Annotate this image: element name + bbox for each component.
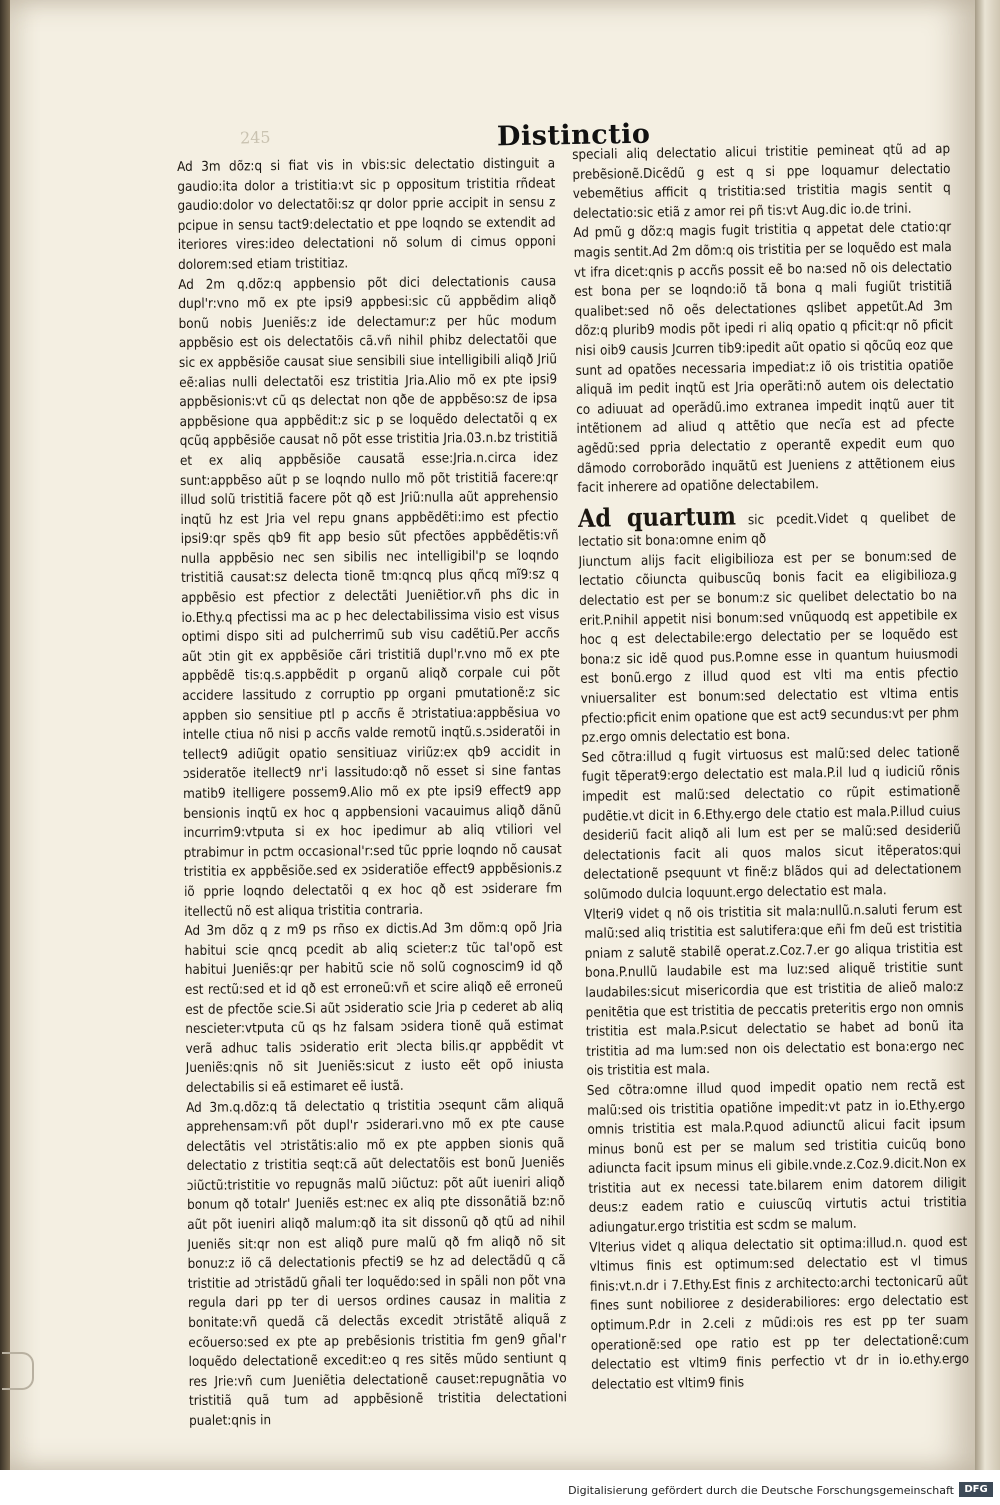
paragraph: Ad 2m q.dõz:q appbensio põt dici delectationis causa dupl'r:vno mõ ex pte ipsi9 appbesi:sic cũ appbẽdim aliqð bonũ nobis Jueniẽs:z ide delectamur:z per hũc modum appbẽsio est ois delectatõis cã.vñ nihil phibz delectatõi que sic ex appbẽsiõe causat siue sensibili siue intelligibili aliqð Jriũ eẽ:alias nulli delectatõi esz tristitia Jria.Alio mõ ex pte ipsi9 appbẽsionis:vt cũ qs delectat non qðe de appbẽso:sz de ipsa appbẽsione qua appbẽdit:z sic p se loquẽdo delectatõi q ex qcũq appbẽsiõe causat nõ põt esse tristitia Jria.03.n.bz tristitiã et ex aliq appbẽsiõe causatã esse:Jria.n.circa idez sunt:appbẽso aũt p se loqndo nullo mõ põt tristitiã facere:qr illud solũ tristitiã facere põt qð est Jriũ:nulla aũt apprehensio inqtũ hz est Jria vel repu gnans appbẽdẽti:imo est pfectio ipsi9:qr spẽs qb9 fit app besio sũt pfectões appbẽdẽtis:vñ nulla appbẽsio nec sen sibilis nec intelligibil'p se loqndo tristitiã causat:sz delecta tionẽ tm:qncq plus qñcq mĩ9:sz q appbẽsio est pfectior z delectãti Jueniẽtior.vñ phs dic in io.Ethy.q pfectissi ma ac p hec delectabilissima visio est visus optimi dispo siti ad pulcherrimũ sub visu cadẽtiũ.Per accñs aũt ɔtin git ex appbẽsiõe cãri tristitiã dupl'r.vno mõ ex pte appbẽdẽ tis:q.s.appbẽdit p organũ aliqð corpale cui põt accidere lassitudo z corruptio pp organi pmutationẽ:z sic appben sio sensitiue ptl p accñs ẽ ɔtristatiua:appbẽsiua vo intelle ctiua nõ nisi p accñs valde remotũ inqtũ.s.ɔsideratõi in tellect9 adiũgit opatio sensitiuaz viriũz:ex qb9 accidit in ɔsideratõe itellect9 nr'i lassitudo:qð nõ esset si sine fantas matib9 itelligere possem9.Alio mõ ex pte ipsi9 effect9 app bensionis inqtũ ex hoc q appbensioni vacauimus aliqð dãnũ incurrim9:vtputa si ex hoc ipedimur ab aliq vtiliori vel ptrabimur in pctm occasional'r:sed tũc pprie loqndo nõ causat tristitia ex appbẽsiõe.sed ex ɔsideratiõe effect9 appbẽsionis.z iõ pprie loqndo delectatõi q ex hoc qð est ɔsiderare fm itellectũ nõ est aliqua tristitia contraria. bbox=[178, 273, 563, 920]
paragraph: speciali aliq delectatio alicui tristitie pemineat qtũ ad ap prebẽsionẽ.Dicẽdũ g est q si ppe loquamur delectatio vebemẽtius afficit q tristitia:sed tristitia magis sentit q delectatio:sic etiã z amor rei pñ tis:vt Aug.dic io.de trini. bbox=[572, 142, 951, 222]
digitization-footer bbox=[0, 1470, 1000, 1505]
paragraph: Ad pmũ g dõz:q magis fugit tristitia q appetat dele ctatio:qr magis sentit.Ad 2m dõm:q ois tristitia per se loquẽdo est mala vt ifra dicet:qnis p accñs possit eẽ bo na:sed nõ ois delectatio est bona per se loqndo:iõ tã bona q mali fugiũt tristitiã qualibet:sed nõ oẽs delectationes qslibet appetũt.Ad 3m dõz:q plurib9 modis põt ipedi ri aliq opatio q pficit:qr nõ pficit nisi oib9 causis Jcurren tib9:ipedit aũt opatio si qõcũq eoz que sunt ad opatões necessaria impediat:z iõ ois tristitia opatiõe aliquã im pedit inqtũ est Jria operãti:nõ autem ois delectatio co adiuuat ad operãdũ.imo extranea impedit inqtũ auer tit intẽtionem ad aliud q attẽtio que necĩa est ad pfecte agẽdũ:sed ppria delectatio z operantẽ expedit eum quo dãmodo corroborãdo inquãtũ est Jueniens z attẽtionem eius facit inherere ad opatiõne delectabilem. bbox=[573, 220, 956, 497]
paragraph: Ad 3m dõz q z m9 ps rñso ex dictis.Ad 3m dõm:q opõ Jria habitui scie qncq pcedit ab aliq scieter:z tũc tal'opõ est habitui Jueniẽs:qr per habitũ scie nõ solũ cognoscim9 id qð est rectũ:sed et id qð est erroneũ:vñ et scire aliqð eẽ erroneũ est de pfectõe scie.Si aũt ɔsideratio scie Jria p cederet ab aliq nescieter:vtputa cũ qs hz falsam ɔsidera tionẽ quã estimat verã adhuc talis ɔsideratio erit ɔlecta bilis.qr appbẽdit vt Jueniẽs:qnis nõ sit Jueniẽs:sicut z iusto eẽt opõ iniusta delectabilis si eã estimaret eẽ iustã. bbox=[184, 920, 564, 1096]
section-heading-line bbox=[578, 499, 957, 553]
funding-notice: Digitalisierung gefördert durch die Deutsche Forschungsgemeinschaft bbox=[568, 1484, 954, 1497]
section-heading: Ad quartum bbox=[577, 501, 737, 533]
left-text-column bbox=[177, 154, 567, 1431]
paragraph: Sed cõtra:omne illud quod impedit opatio nem rectã est malũ:sed ois tristitia opatiõne impedit:vt patz in io.Ethy.ergo omnis tristitia est mala.P.quod adiunctũ alicui facit ipsum minus bonũ est per se malum sed tristitia cuicũq bono adiuncta facit ipsum minus eli gibile.vnde.z.Coz.9.dicit.Non ex tristitia aut ex necessi tate.bilarem enim datorem diligit deus:z eadem ratio e cuiuscũq virtutis actui tristitia adiungatur.ergo tristitia est scdm se malum. bbox=[586, 1077, 967, 1236]
binding-clip bbox=[2, 1352, 34, 1390]
paragraph: Sed cõtra:illud q fugit virtuosus est malũ:sed delec tationẽ fugit tẽperat9:ergo delectatio est mala.P.il lud q iudiciũ rõnis impedit est malũ:sed delectatio co rũpit estimationẽ pudẽtie.vt dicit in 6.Ethy.ergo dele ctatio est mala.P.illud cuius desideriũ facit aliqð ali lum est per se malũ:sed desideriũ delectationis facit ali quos malos sicut itẽperatos:qui delectationẽ psequunt vt finẽ:z blãdos qui ad delectationem solũmodo dulcia loquunt.ergo delectatio est mala. bbox=[581, 744, 962, 903]
paragraph: Vlteri9 videt q nõ ois tristitia sit mala:nullũ.n.saluti ferum est malũ:sed aliq tristitia est salutifera:que eñi fm deũ est tristitia pniam z salutẽ stabilẽ operat.z.Coz.7.er go aliqua tristitia est bona.P.nullũ laudabile est ma luz:sed aliquẽ tristitie sunt laudabiles:sicut misericordia que est tristitia de alieõ malo:z penitẽtia que est tristitia de peccatis preteritis ergo non omnis tristitia est mala.P.sicut delectatio se habet ad bonũ ita tristitia ad ma lum:sed non ois delectatio est bona:ergo nec ois tristitia est mala. bbox=[583, 901, 965, 1080]
paragraph: Vlterius videt q aliqua delectatio sit optima:illud.n. quod est vltimus finis est optimum:sed delectatio est vl timus finis:vt.n.dr i 7.Ethy.Est finis z architecto:archi tectonicarũ aũt fines sunt nobilioree z desiderabiliores: ergo delectatio est optimum.P.dr in 2.celi z mũdi:ois res est pp ter suam operationẽ:sed ope ratio est pp ter delectationẽ:cum delectatio est vltim9 finis perfectio vt dr in io.ethy.ergo delectatio est vltim9 finis bbox=[589, 1234, 970, 1393]
section-heading-tail: sic pcedit.Videt q quelibet de lectatio sit bona:omne enim qð bbox=[578, 509, 956, 551]
paragraph: Jiunctum alijs facit eligibilioza est per se bonum:sed de lectatio cõiuncta quibuscũq bonis facit ea eligibilioza.g delectatio est per se bonum:z sic quelibet delectatio bo na erit.P.nihil appetit nisi bonum:sed vnũquodq est appetibile ex hoc q est delectabile:ergo delectatio per se loquẽdo est bona:z sic idẽ quod pus.P.omne esse in quantum huiusmodi est bonũ.ergo z illud quod est vlti ma entis pfectio vniuersaliter est bonum:sed delectatio est vltima entis pfectio:pficit enim opatione que est act9 secundus:vt per phm pz.ergo omnis delectatio est bona. bbox=[578, 548, 960, 747]
page-stack-edge bbox=[975, 0, 1000, 1470]
pencil-folio-mark: 245 bbox=[239, 127, 271, 148]
running-head: Distinctio bbox=[496, 118, 651, 153]
paragraph: Ad 3m dõz:q si fiat vis in vbis:sic delectatio distinguit a gaudio:ita dolor a tristitia:vt sic p oppositum tristitia rñdeat gaudio:dolor vo delectatõi:sz qr dolor pprie accipit in sensu z pcipue in sensu tact9:delectatio et ppe loqndo se extendit ad iteriores vires:ideo delectationi nõ solum di cimus opponi dolorem:sed etiam tristitiaz. bbox=[177, 156, 556, 273]
paragraph: Ad 3m.q.dõz:q tã delectatio q tristitia ɔsequnt cãm aliquã apprehensam:vñ põt dupl'r ɔsiderari.vno mõ ex pte cause delectãtis vel ɔtristãtis:alio mõ ex pte appben sionis quã delectatio z tristitia seqt:cã aũt delectatõis est bonũ Jueniẽs ɔiũctũ:tristitie vo repugnãs malũ ɔiũctuz: põt aũt iueniri aliqð bonum qð totalr' Jueniẽs est:nec ex aliq pte dissonãtiã bz:nõ aũt põt iueniri aliqð malum:qð ita sit dissonũ qð qtũ ad nihil Jueniẽs sit:qr non est aliqð pure malũ qð fm aliqð nõ sit bonuz:z iõ cã delectationis pfecti9 se hz ad delectãdũ q cã tristitie ad ɔtristãdũ gñali ter loquẽdo:sed in spãli non põt vna regula dari pp ter di uersos ordines causaz in malitia z bonitate:vñ quedã cã delectãs excedit ɔtristãtẽ aliquã z ecõuerso:sed ex pte ap prebẽsionis tristitia fm gen9 gñal'r loquẽdo delectationẽ excedit:eo q res sitẽs mũdo sentiunt q res Jrie:vñ cum Jueniẽtia delectationẽ causet:repugnãtia vo tristitiã quã tum ad appbẽsionẽ tristitia delectationi pualet:qnis in bbox=[186, 1096, 567, 1429]
dfg-logo: DFG bbox=[959, 1482, 993, 1497]
binding-edge bbox=[0, 0, 10, 1470]
right-text-column bbox=[572, 140, 970, 1395]
